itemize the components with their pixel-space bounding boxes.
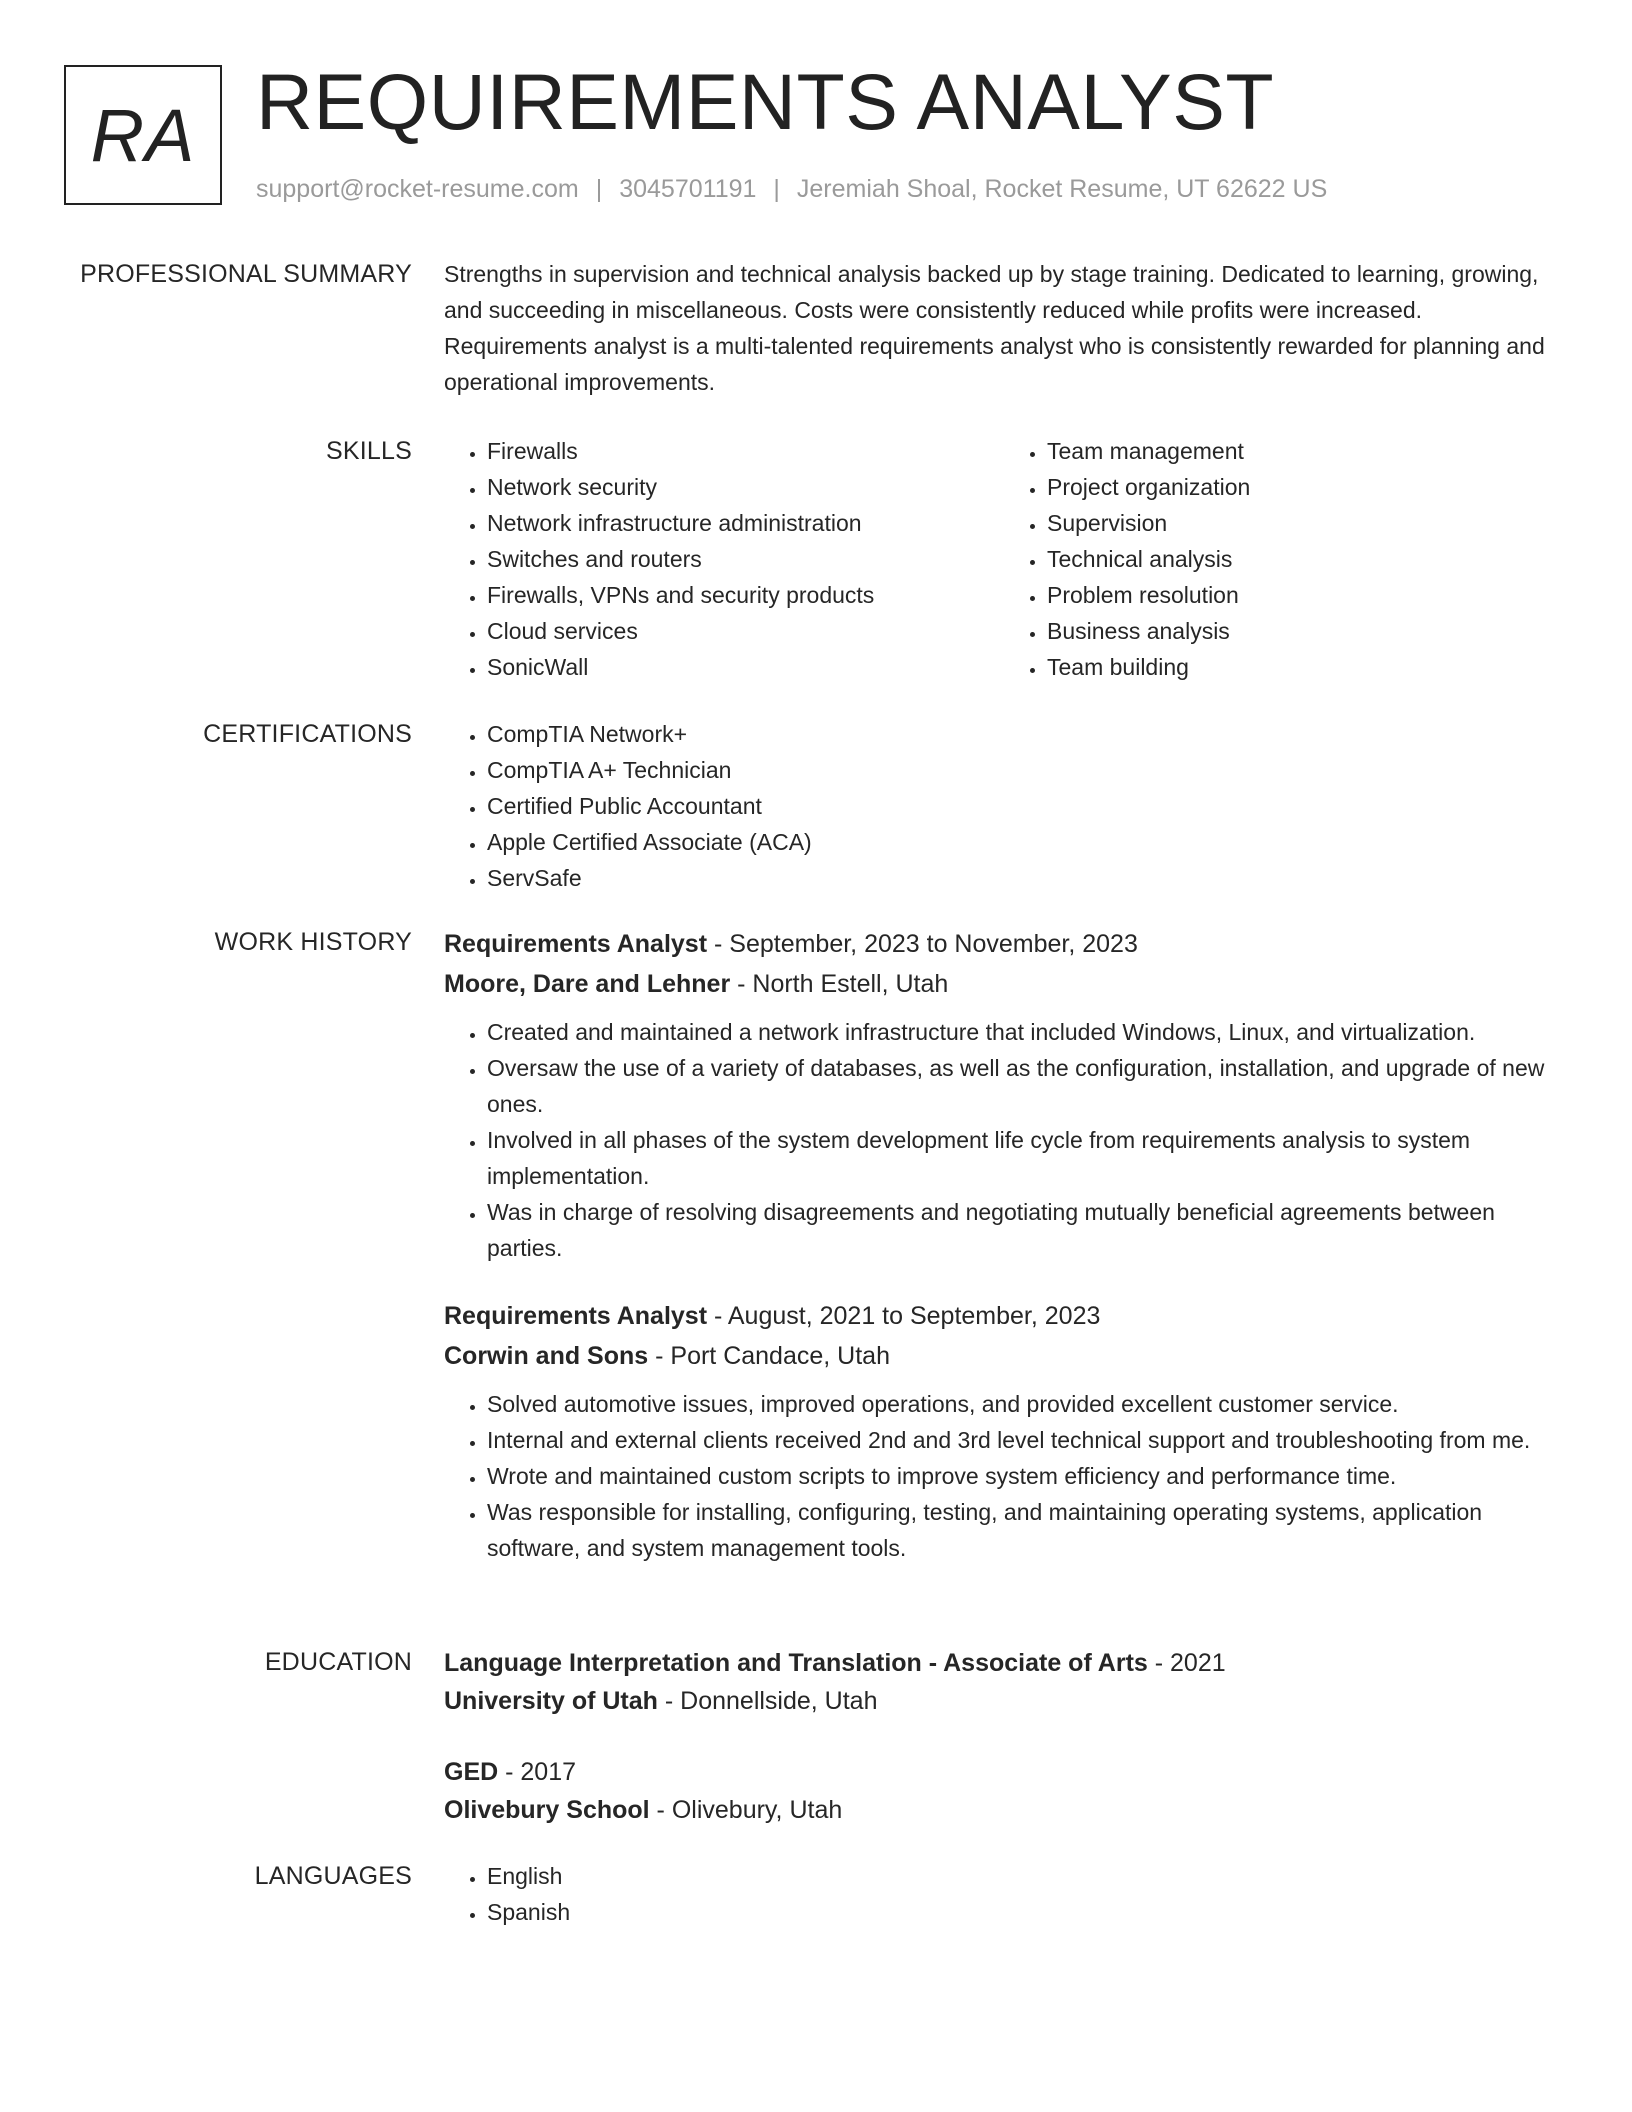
languages-list xyxy=(444,1858,1564,1930)
section-label-languages: LANGUAGES xyxy=(254,1862,412,1890)
job-company: Moore, Dare and Lehner xyxy=(444,970,731,998)
job-bullet: • Internal and external clients received 2nd and 3rd level technical support and troubleshooting from me. xyxy=(487,1422,1564,1458)
job-title: Requirements Analyst xyxy=(444,1302,708,1330)
separator: | xyxy=(773,175,780,203)
skills-content xyxy=(444,433,1564,685)
skills-list-right xyxy=(1004,433,1564,685)
certifications-list xyxy=(444,716,1564,896)
contact-line xyxy=(256,174,1327,204)
skill-item: • Firewalls xyxy=(487,433,1004,469)
education-entry xyxy=(444,1644,1564,1720)
job-dates: - September, 2023 to November, 2023 xyxy=(707,930,1138,958)
work-content xyxy=(444,924,1564,1566)
language-item: • Spanish xyxy=(487,1894,1564,1930)
skill-item: • Team building xyxy=(1047,649,1564,685)
education-degree: GED xyxy=(444,1758,499,1786)
skill-item: • Switches and routers xyxy=(487,541,1004,577)
separator: | xyxy=(595,175,603,203)
job-location: - Port Candace, Utah xyxy=(648,1342,890,1370)
skill-item: • Firewalls, VPNs and security products xyxy=(487,577,1004,613)
language-item: • English xyxy=(487,1858,1564,1894)
job-bullet-list xyxy=(444,1386,1564,1566)
contact-email[interactable]: support@rocket-resume.com xyxy=(256,175,579,203)
section-label-skills: SKILLS xyxy=(326,437,412,465)
skill-item: • Supervision xyxy=(1047,505,1564,541)
skill-item: • Team management xyxy=(1047,433,1564,469)
summary-text: Strengths in supervision and technical analysis backed up by stage training. Dedicated to learning, growing, and succeeding in miscellaneous. Costs were consistently reduced while profits were increased. Requirements analyst is a multi-talented requirements analyst who is consistently rewarded for planning and operational improvements. xyxy=(444,261,1545,395)
job-bullet: • Solved automotive issues, improved operations, and provided excellent customer service. xyxy=(487,1386,1564,1422)
education-location: - Donnellside, Utah xyxy=(657,1687,878,1715)
education-year: - 2017 xyxy=(498,1758,577,1786)
job-company-line xyxy=(444,1336,1564,1376)
job-bullet-list xyxy=(444,1014,1564,1266)
skill-item: • Technical analysis xyxy=(1047,541,1564,577)
job-company-line xyxy=(444,964,1564,1004)
section-label-certifications: CERTIFICATIONS xyxy=(203,720,412,748)
certification-item: • CompTIA A+ Technician xyxy=(487,752,1564,788)
certification-item: • Certified Public Accountant xyxy=(487,788,1564,824)
skill-item: • Project organization xyxy=(1047,469,1564,505)
certification-item: • Apple Certified Associate (ACA) xyxy=(487,824,1564,860)
skill-item: • Problem resolution xyxy=(1047,577,1564,613)
job-title: Requirements Analyst xyxy=(444,930,708,958)
job-entry xyxy=(444,1296,1564,1566)
job-company: Corwin and Sons xyxy=(444,1342,649,1370)
section-label-education: EDUCATION xyxy=(264,1648,412,1676)
education-year: - 2021 xyxy=(1147,1649,1226,1677)
skills-list-left xyxy=(444,433,1004,685)
job-entry xyxy=(444,924,1564,1266)
job-bullet: • Involved in all phases of the system development life cycle from requirements analysis to system implementation. xyxy=(487,1122,1564,1194)
languages-content xyxy=(444,1858,1564,1930)
certifications-content xyxy=(444,716,1564,896)
education-school: University of Utah xyxy=(444,1687,658,1715)
skill-item: • Business analysis xyxy=(1047,613,1564,649)
education-entry xyxy=(444,1753,1564,1829)
skill-item: • SonicWall xyxy=(487,649,1004,685)
job-bullet: • Created and maintained a network infrastructure that included Windows, Linux, and virtualization. xyxy=(487,1014,1564,1050)
certification-item: • ServSafe xyxy=(487,860,1564,896)
section-label-summary: PROFESSIONAL SUMMARY xyxy=(80,260,412,288)
job-bullet: • Wrote and maintained custom scripts to improve system efficiency and performance time. xyxy=(487,1458,1564,1494)
skill-item: • Network security xyxy=(487,469,1004,505)
summary-content xyxy=(444,256,1564,400)
contact-phone[interactable]: 3045701191 xyxy=(619,175,757,203)
job-dates: - August, 2021 to September, 2023 xyxy=(707,1302,1101,1330)
education-school: Olivebury School xyxy=(444,1796,650,1824)
initials-monogram: RA xyxy=(64,65,222,205)
education-content xyxy=(444,1644,1564,1829)
education-school-line xyxy=(444,1682,1564,1720)
section-label-work: WORK HISTORY xyxy=(214,928,412,956)
education-degree: Language Interpretation and Translation - Associate of Arts xyxy=(444,1649,1148,1677)
education-school-line xyxy=(444,1791,1564,1829)
education-location: - Olivebury, Utah xyxy=(649,1796,843,1824)
education-degree-line xyxy=(444,1753,1564,1791)
job-bullet: • Was responsible for installing, configuring, testing, and maintaining operating systems, application software, and system management tools. xyxy=(487,1494,1564,1566)
job-title-line xyxy=(444,1296,1564,1336)
skill-item: • Network infrastructure administration xyxy=(487,505,1004,541)
job-location: - North Estell, Utah xyxy=(730,970,949,998)
contact-address: Jeremiah Shoal, Rocket Resume, UT 62622 US xyxy=(796,175,1328,203)
skill-item: • Cloud services xyxy=(487,613,1004,649)
job-title-line xyxy=(444,924,1564,964)
certification-item: • CompTIA Network+ xyxy=(487,716,1564,752)
resume-title: REQUIREMENTS ANALYST xyxy=(256,57,1275,146)
job-bullet: • Was in charge of resolving disagreements and negotiating mutually beneficial agreements between parties. xyxy=(487,1194,1564,1266)
job-bullet: • Oversaw the use of a variety of databases, as well as the configuration, installation, and upgrade of new ones. xyxy=(487,1050,1564,1122)
education-degree-line xyxy=(444,1644,1564,1682)
